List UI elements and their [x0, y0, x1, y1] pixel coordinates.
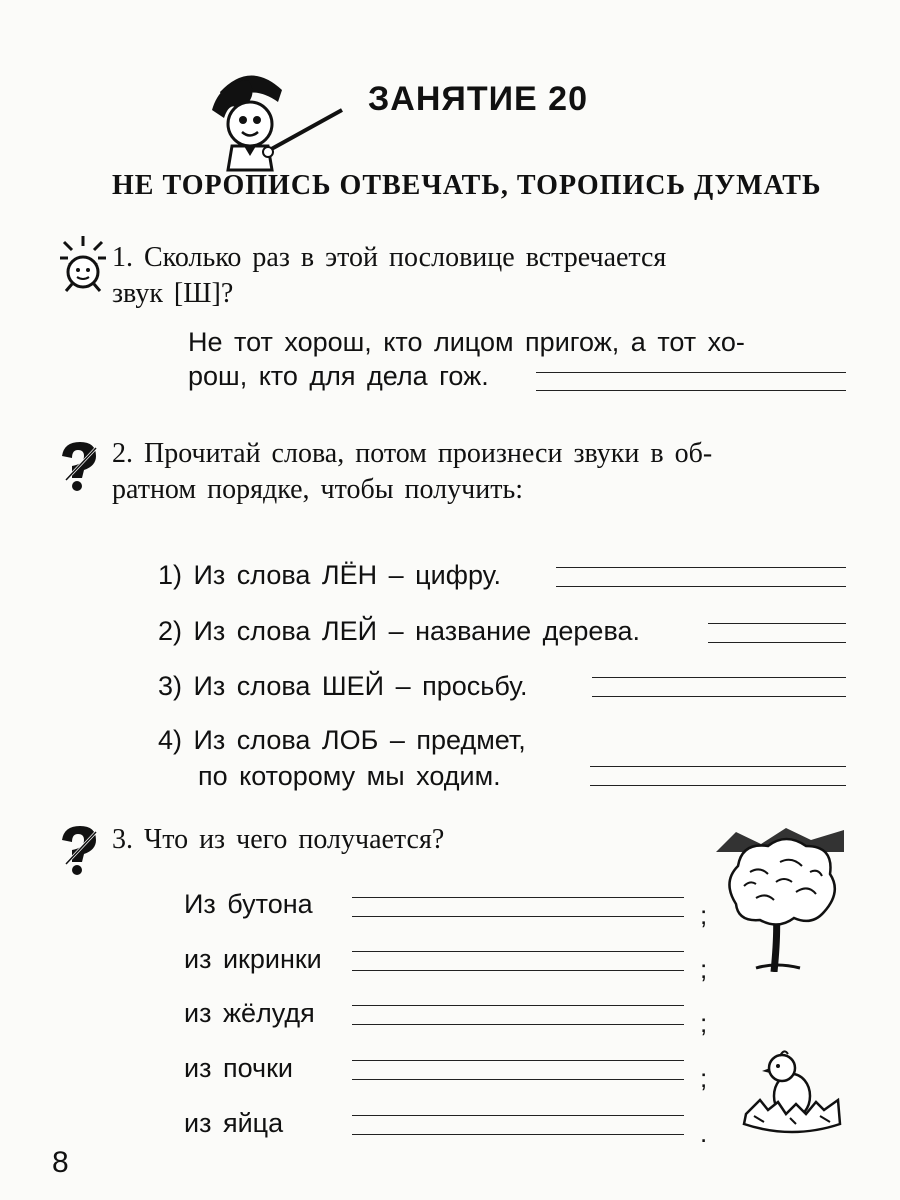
- task2-item-4: 4) Из слова ЛОБ – предмет,: [158, 725, 526, 755]
- task3-row-label: из яйца: [184, 1108, 284, 1138]
- answer-line[interactable]: [352, 970, 684, 971]
- answer-line[interactable]: [708, 642, 846, 643]
- answer-line[interactable]: [556, 586, 846, 587]
- task2-item-3: 3) Из слова ШЕЙ – просьбу.: [158, 671, 528, 701]
- answer-line[interactable]: [352, 1134, 684, 1135]
- task2-question-line2: ратном порядке, чтобы получить:: [112, 474, 523, 505]
- answer-line[interactable]: [536, 372, 846, 373]
- answer-line[interactable]: [352, 1060, 684, 1061]
- answer-line[interactable]: [352, 916, 684, 917]
- task3-row-label: Из бутона: [184, 889, 313, 919]
- task1-question-line2: звук [Ш]?: [112, 278, 234, 309]
- oak-tree-illustration: [716, 822, 846, 972]
- task3-row-label: из икринки: [184, 944, 322, 974]
- task2-item-2: 2) Из слова ЛЕЙ – название дерева.: [158, 616, 641, 646]
- task1-proverb-line1: Не тот хорош, кто лицом пригож, а тот хо-: [188, 327, 745, 357]
- task3-row-label: из почки: [184, 1053, 293, 1083]
- question-mark-pencil-icon: [56, 824, 104, 876]
- task1-question-line1: 1. Сколько раз в этой пословице встречается: [112, 242, 667, 273]
- task3-question: 3. Что из чего получается?: [112, 824, 445, 855]
- task1-proverb-line2: рош, кто для дела гож.: [188, 361, 489, 391]
- answer-line[interactable]: [352, 897, 684, 898]
- row-end-mark: ;: [700, 1008, 708, 1038]
- answer-line[interactable]: [556, 567, 846, 568]
- teacher-with-pointer-icon: [200, 52, 350, 172]
- alarm-clock-icon: [58, 234, 108, 292]
- answer-line[interactable]: [352, 1024, 684, 1025]
- page-number: 8: [52, 1146, 69, 1179]
- row-end-mark: ;: [700, 900, 708, 930]
- task3-row-label: из жёлудя: [184, 998, 315, 1028]
- task2-question-line1: 2. Прочитай слова, потом произнеси звуки в об-: [112, 438, 713, 469]
- answer-line[interactable]: [592, 677, 846, 678]
- answer-line[interactable]: [536, 390, 846, 391]
- answer-line[interactable]: [352, 1005, 684, 1006]
- hatching-chick-illustration: [740, 1044, 844, 1136]
- answer-line[interactable]: [352, 1115, 684, 1116]
- row-end-mark: ;: [700, 1063, 708, 1093]
- answer-line[interactable]: [352, 951, 684, 952]
- question-mark-pencil-icon: [56, 440, 104, 492]
- answer-line[interactable]: [352, 1079, 684, 1080]
- lesson-title: ЗАНЯТИЕ 20: [368, 80, 588, 118]
- row-end-mark: .: [700, 1118, 708, 1148]
- answer-line[interactable]: [592, 696, 846, 697]
- row-end-mark: ;: [700, 954, 708, 984]
- answer-line[interactable]: [708, 623, 846, 624]
- answer-line[interactable]: [590, 785, 846, 786]
- task2-item-4-continued: по которому мы ходим.: [198, 761, 501, 791]
- task2-item-1: 1) Из слова ЛЁН – цифру.: [158, 560, 501, 590]
- answer-line[interactable]: [590, 766, 846, 767]
- lesson-subtitle: НЕ ТОРОПИСЬ ОТВЕЧАТЬ, ТОРОПИСЬ ДУМАТЬ: [112, 170, 822, 201]
